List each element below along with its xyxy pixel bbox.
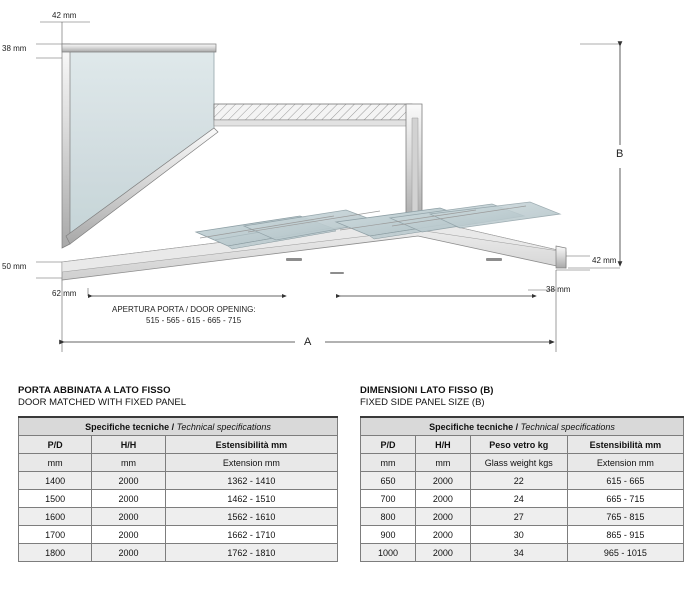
table-row — [19, 472, 338, 490]
cell: 900 — [361, 526, 416, 544]
left-col-hh-it: H/H — [92, 436, 165, 454]
cell: 1362 - 1410 — [165, 472, 337, 490]
left-spec-header — [19, 417, 338, 436]
cell: 1462 - 1510 — [165, 490, 337, 508]
right-spec-header — [361, 417, 684, 436]
right-col-ext-it: Estensibilità mm — [567, 436, 683, 454]
table-fixed-side-panel-size — [360, 385, 684, 562]
left-col-pd-en: mm — [19, 454, 92, 472]
table-row — [19, 544, 338, 562]
dim-left-50: 50 mm — [2, 262, 27, 271]
dim-top-42: 42 mm — [52, 11, 77, 20]
dim-right-38: 38 mm — [546, 285, 571, 294]
cell: 2000 — [415, 490, 470, 508]
right-col-hh-en: mm — [415, 454, 470, 472]
table-row — [19, 508, 338, 526]
table-row — [19, 526, 338, 544]
cell: 2000 — [415, 472, 470, 490]
left-spec-header-en: Technical specifications — [176, 421, 271, 432]
cell: 1600 — [19, 508, 92, 526]
cell: 615 - 665 — [567, 472, 683, 490]
cell: 1562 - 1610 — [165, 508, 337, 526]
cell: 700 — [361, 490, 416, 508]
right-col-hh-it: H/H — [415, 436, 470, 454]
cell: 2000 — [92, 508, 165, 526]
door-opening-label-line1: APERTURA PORTA / DOOR OPENING: — [112, 305, 256, 314]
left-spec-header-sep: / — [169, 421, 177, 432]
left-col-ext-en: Extension mm — [165, 454, 337, 472]
left-col-ext-it: Estensibilità mm — [165, 436, 337, 454]
cell: 2000 — [415, 526, 470, 544]
table-row — [19, 490, 338, 508]
right-col-pd-en: mm — [361, 454, 416, 472]
right-table-title-it: DIMENSIONI LATO FISSO (B) — [360, 385, 494, 396]
dim-letter-b: B — [616, 148, 624, 160]
left-table-title-it: PORTA ABBINATA A LATO FISSO — [18, 385, 171, 396]
cell: 34 — [470, 544, 567, 562]
cell: 2000 — [415, 508, 470, 526]
left-spec-table — [18, 416, 338, 562]
cell: 2000 — [92, 526, 165, 544]
cell: 2000 — [92, 490, 165, 508]
left-col-pd-it: P/D — [19, 436, 92, 454]
door-opening-label-line2: 515 - 565 - 615 - 665 - 715 — [146, 316, 242, 325]
left-table-title-en: DOOR MATCHED WITH FIXED PANEL — [18, 397, 187, 408]
cell: 1000 — [361, 544, 416, 562]
cell: 1800 — [19, 544, 92, 562]
cell: 1762 - 1810 — [165, 544, 337, 562]
right-col-ext-en: Extension mm — [567, 454, 683, 472]
dim-letter-a: A — [304, 336, 312, 348]
right-table-title-en: FIXED SIDE PANEL SIZE (B) — [360, 397, 485, 408]
cell: 30 — [470, 526, 567, 544]
cell: 1500 — [19, 490, 92, 508]
left-col-hh-en: mm — [92, 454, 165, 472]
cell: 1400 — [19, 472, 92, 490]
cell: 2000 — [92, 544, 165, 562]
cell: 2000 — [415, 544, 470, 562]
cell: 965 - 1015 — [567, 544, 683, 562]
cell: 1662 - 1710 — [165, 526, 337, 544]
right-spec-header-sep: / — [513, 421, 521, 432]
cell: 22 — [470, 472, 567, 490]
right-col-weight-it: Peso vetro kg — [470, 436, 567, 454]
cell: 800 — [361, 508, 416, 526]
cell: 665 - 715 — [567, 490, 683, 508]
table-door-matched-fixed-panel — [18, 385, 338, 562]
cell: 24 — [470, 490, 567, 508]
right-col-weight-en: Glass weight kgs — [470, 454, 567, 472]
cell: 2000 — [92, 472, 165, 490]
left-spec-header-it: Specifiche tecniche — [85, 421, 170, 432]
dim-bottom-62: 62 mm — [52, 289, 77, 298]
table-row — [361, 472, 684, 490]
right-spec-header-it: Specifiche tecniche — [429, 421, 514, 432]
right-col-pd-it: P/D — [361, 436, 416, 454]
dim-right-42: 42 mm — [592, 256, 617, 265]
right-spec-header-en: Technical specifications — [520, 421, 615, 432]
table-row — [361, 544, 684, 562]
cell: 1700 — [19, 526, 92, 544]
specification-tables — [0, 385, 700, 606]
cell: 27 — [470, 508, 567, 526]
table-row — [361, 508, 684, 526]
table-row — [361, 526, 684, 544]
cell: 765 - 815 — [567, 508, 683, 526]
dim-left-38: 38 mm — [2, 44, 27, 53]
right-spec-table — [360, 416, 684, 562]
cell: 650 — [361, 472, 416, 490]
table-row — [361, 490, 684, 508]
cell: 865 - 915 — [567, 526, 683, 544]
